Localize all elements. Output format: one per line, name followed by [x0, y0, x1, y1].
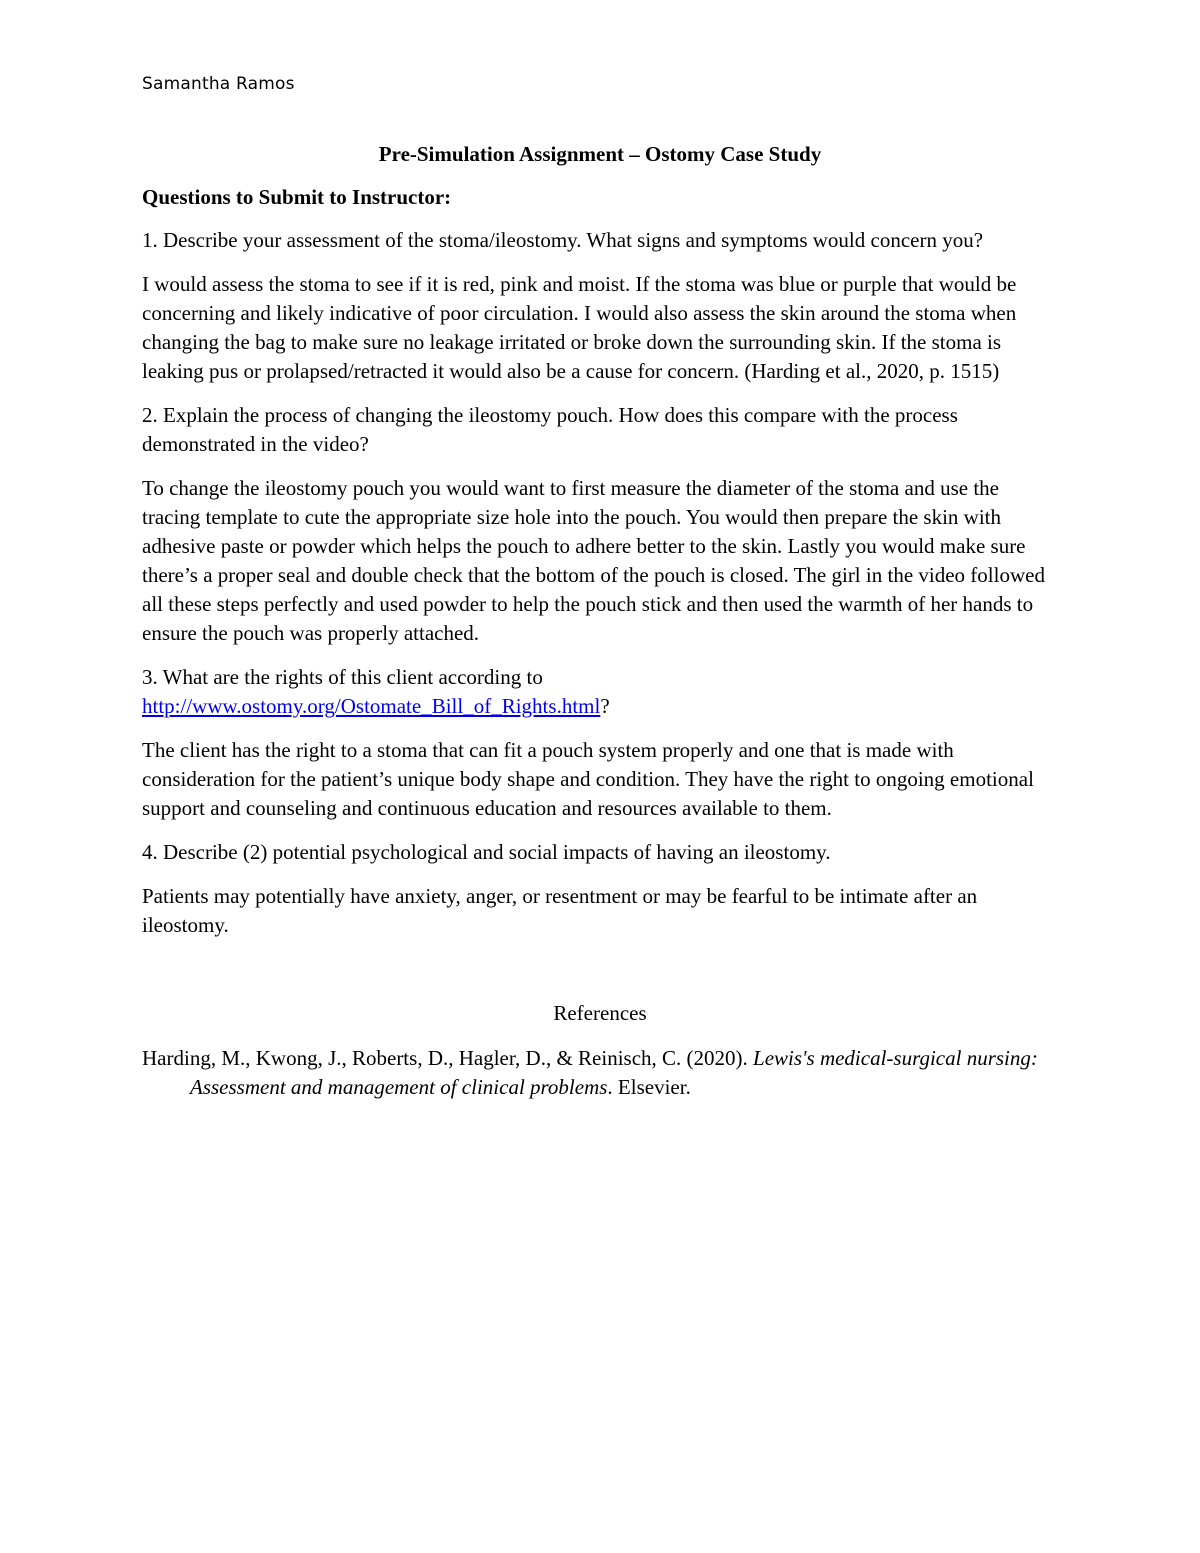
section-subheading: Questions to Submit to Instructor:	[142, 185, 452, 209]
reference-authors: Harding, M., Kwong, J., Roberts, D., Hagler, D., & Reinisch, C. (2020).	[142, 1046, 754, 1070]
reference-entry	[142, 1044, 1058, 1102]
ostomate-bill-of-rights-link[interactable]: http://www.ostomy.org/Ostomate_Bill_of_Rights.html	[142, 694, 601, 718]
reference-book-title: Lewis's medical-surgical nursing: Assessment and management of clinical problems	[190, 1046, 1038, 1099]
author-name: Samantha Ramos	[142, 74, 295, 94]
answer-1: I would assess the stoma to see if it is red, pink and moist. If the stoma was blue or purple that would be concerning and likely indicative of poor circulation. I would also assess the skin around the stoma when changing the bag to make sure no leakage irritated or broke down the surrounding skin. If the stoma is leaking pus or prolapsed/retracted it would also be a cause for concern. (Harding et al., 2020, p. 1515)	[142, 272, 1017, 383]
answer-2: To change the ileostomy pouch you would want to first measure the diameter of the stoma and use the tracing template to cute the appropriate size hole into the pouch. You would then prepare the skin with adhesive paste or powder which helps the pouch to adhere better to the skin. Lastly you would make sure there’s a proper seal and double check that the bottom of the pouch is closed. The girl in the video followed all these steps perfectly and used powder to help the pouch stick and then used the warmth of her hands to ensure the pouch was properly attached.	[142, 476, 1045, 645]
question-2: 2. Explain the process of changing the ileostomy pouch. How does this compare with the process demonstrated in the video?	[142, 403, 958, 456]
references-heading: References	[553, 1001, 647, 1025]
document-title: Pre-Simulation Assignment – Ostomy Case Study	[378, 142, 822, 166]
question-3	[142, 663, 1058, 721]
reference-publisher: . Elsevier.	[607, 1075, 691, 1099]
answer-3: The client has the right to a stoma that can fit a pouch system properly and one that is made with consideration for the patient’s unique body shape and condition. They have the right to ongoing emotional support and counseling and continuous education and resources available to them.	[142, 738, 1034, 820]
question-3-suffix: ?	[600, 694, 610, 718]
question-1: 1. Describe your assessment of the stoma/ileostomy. What signs and symptoms would concern you?	[142, 228, 984, 252]
answer-4: Patients may potentially have anxiety, anger, or resentment or may be fearful to be intimate after an ileostomy.	[142, 884, 978, 937]
question-4: 4. Describe (2) potential psychological and social impacts of having an ileostomy.	[142, 840, 831, 864]
spacer	[142, 955, 1058, 999]
question-3-text: 3. What are the rights of this client according to	[142, 665, 543, 689]
